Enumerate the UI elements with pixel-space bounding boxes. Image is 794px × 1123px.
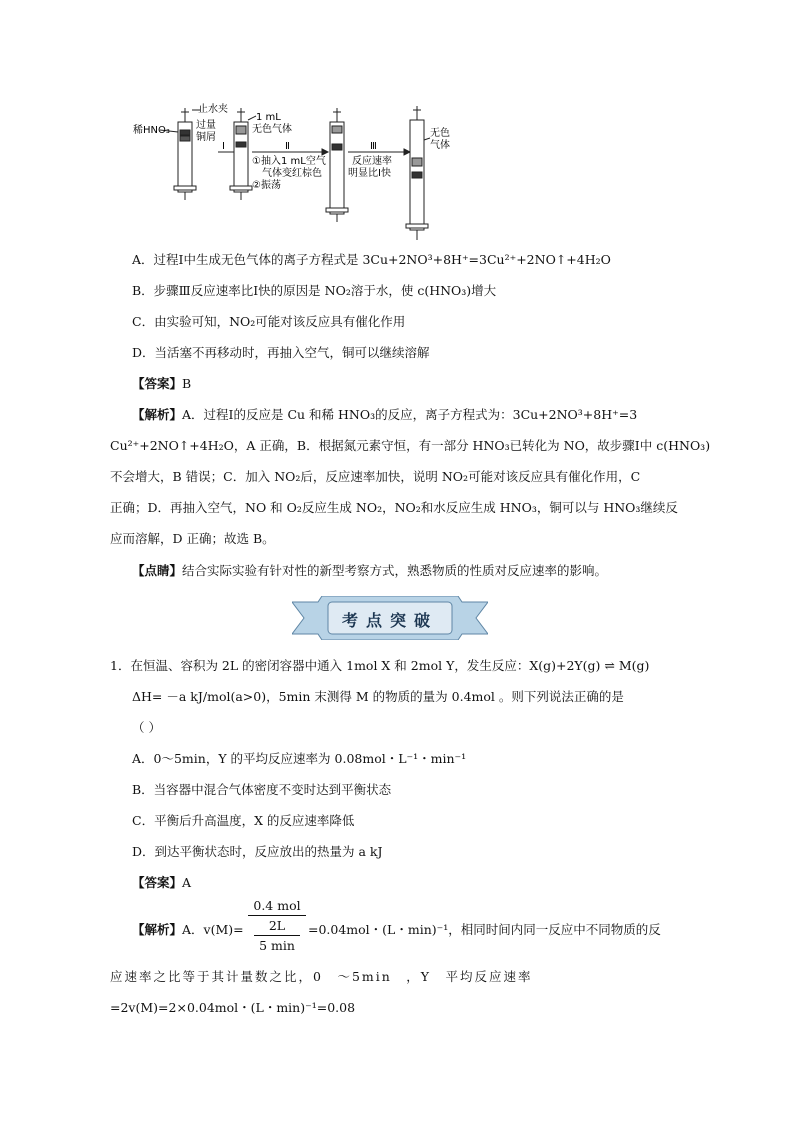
answer-tag: 【答案】 [132, 875, 183, 890]
syringe-1 [174, 108, 196, 200]
answer-tag: 【答案】 [132, 376, 183, 391]
label-step3-note2: 明显比Ⅰ快 [348, 168, 391, 179]
q0-analysis-line3: 不会增大，B 错误；C．加入 NO₂后，反应速率加快，说明 NO₂可能对该反应具有催化作用，C [110, 469, 641, 484]
banner-title: 考点突破 [341, 611, 438, 630]
q1-option-d: D．到达平衡状态时，反应放出的热量为 a kJ [132, 844, 383, 859]
analysis-text: A．过程Ⅰ的反应是 Cu 和稀 HNO₃的反应，离子方程式为：3Cu+2NO³+8H⁺=3 [182, 407, 638, 422]
label-step2-note3: ②振荡 [252, 180, 281, 191]
q1-analysis-line2: 应速率之比等于其计量数之比，0 ～5min ，Y 平均反应速率 [110, 969, 533, 984]
analysis-tag: 【解析】 [132, 922, 183, 937]
fraction-middle: 2L [254, 916, 300, 936]
q1-option-c: C．平衡后升高温度，X 的反应速率降低 [132, 813, 355, 828]
apparatus-diagram [130, 100, 460, 245]
q1-stem-line3: （ ） [132, 720, 161, 735]
q0-option-b: B．步骤Ⅲ反应速率比Ⅰ快的原因是 NO₂溶于水，使 c(HNO₃)增大 [132, 283, 497, 298]
q0-option-a: A．过程Ⅰ中生成无色气体的离子方程式是 3Cu+2NO³+8H⁺=3Cu²⁺+2NO↑+4H₂O [132, 252, 611, 267]
rate-fraction [248, 898, 306, 953]
q1-analysis-line3: =2v(M)=2×0.04mol・(L・min)⁻¹=0.08 [110, 1000, 356, 1015]
label-colorless: 无色 [430, 128, 450, 139]
label-one-ml: 1 mL [256, 112, 281, 123]
answer-value: A [182, 875, 192, 890]
syringe-3 [326, 108, 348, 222]
q0-comment [132, 561, 607, 579]
comment-tag: 【点睛】 [132, 563, 183, 578]
q1-stem-line2: ΔH= －a kJ/mol(a>0)，5min 末测得 M 的物质的量为 0.4mol 。则下列说法正确的是 [132, 689, 624, 704]
label-copper-chips: 铜屑 [196, 132, 216, 143]
label-step2-note2: 气体变红棕色 [262, 168, 322, 179]
q0-analysis-line2: Cu²⁺+2NO↑+4H₂O，A 正确，B．根据氮元素守恒，有一部分 HNO₃已转化为 NO，故步骤Ⅰ中 c(HNO₃) [110, 438, 711, 453]
q1-stem-line1: 1．在恒温、容积为 2L 的密闭容器中通入 1mol X 和 2mol Y，发生反应：X(g)+2Y(g) ⇌ M(g) [110, 658, 650, 673]
q1-option-a: A．0～5min，Y 的平均反应速率为 0.08mol・L⁻¹・min⁻¹ [132, 751, 467, 766]
analysis-prefix: A．v(M)= [182, 922, 244, 937]
q0-option-c: C．由实验可知，NO₂可能对该反应具有催化作用 [132, 314, 406, 329]
fraction-denominator: 5 min [259, 938, 295, 953]
q0-answer [132, 374, 191, 392]
answer-value: B [182, 376, 192, 391]
q1-analysis-line1 [132, 920, 244, 938]
label-gas: 气体 [430, 140, 450, 151]
label-step3-note1: 反应速率 [352, 156, 392, 167]
comment-text: 结合实际实验有针对性的新型考察方式，熟悉物质的性质对反应速率的影响。 [182, 563, 608, 578]
q0-analysis-line1 [132, 405, 637, 423]
label-step2: Ⅱ [285, 141, 290, 152]
label-step2-note1: ①抽入1 mL空气 [252, 156, 326, 167]
q0-option-d: D．当活塞不再移动时，再抽入空气，铜可以继续溶解 [132, 345, 430, 360]
fraction-numerator: 0.4 mol [248, 898, 306, 916]
label-stop-clamp: 止水夹 [198, 104, 228, 115]
label-dilute-hno3: 稀HNO₃ [133, 125, 170, 136]
syringe-2 [230, 108, 252, 200]
q1-option-b: B．当容器中混合气体密度不变时达到平衡状态 [132, 782, 392, 797]
syringe-4 [406, 106, 428, 240]
q1-analysis-suffix: =0.04mol・(L・min)⁻¹，相同时间内同一反应中不同物质的反 [308, 922, 661, 937]
analysis-tag: 【解析】 [132, 407, 183, 422]
q0-analysis-line4: 正确；D．再抽入空气，NO 和 O₂反应生成 NO₂，NO₂和水反应生成 HNO₃，铜可以与 HNO₃继续反 [110, 500, 678, 515]
q1-answer [132, 873, 191, 891]
label-step1: Ⅰ [222, 141, 225, 152]
label-excess: 过量 [196, 120, 216, 131]
label-colorless-gas: 无色气体 [252, 124, 292, 135]
q0-analysis-line5: 应而溶解，D 正确；故选 B。 [110, 531, 275, 546]
label-step3: Ⅲ [370, 141, 377, 152]
